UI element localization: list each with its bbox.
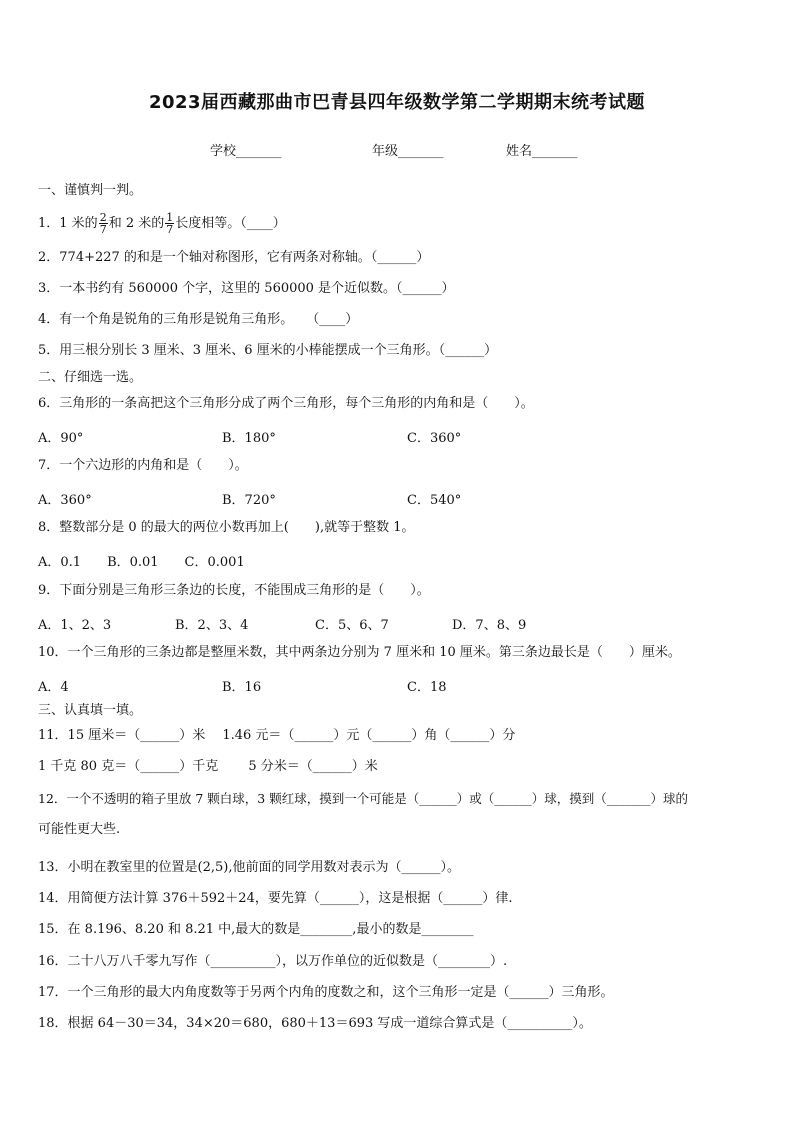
question-18: 18．根据 64－30＝34，34×20＝680，680＋13＝693 写成一道综合算式是（__________）。 [38,1016,592,1031]
fraction-2-7 [99,212,108,235]
q7-option-b: B．720° [222,493,276,508]
question-16: 16．二十八万八千零九写作（__________），以万作单位的近似数是（________）. [38,954,508,969]
q7-option-c: C．540° [407,493,462,508]
question-13: 13．小明在教室里的位置是(2,5),他前面的同学用数对表示为（______）。 [38,860,460,875]
q1-post: 长度相等。（____） [175,216,286,231]
fraction-denominator: 7 [99,223,107,236]
q9-option-d: D．7、8、9 [452,618,527,633]
question-7: 7．一个六边形的内角和是（ ）。 [38,458,248,473]
q6-option-c: C．360° [407,431,462,446]
question-10: 10．一个三角形的三条边都是整厘米数，其中两条边分别为 7 厘米和 10 厘米。第三条边最长是（ ）厘米。 [38,645,681,660]
q8-options: A．0.1 B．0.01 C．0.001 [38,555,245,570]
section-heading-judge: 一、谨慎判一判。 [38,183,143,198]
question-12-line2: 可能性更大些. [38,822,121,837]
q9-option-c: C．5、6、7 [315,618,389,633]
question-9: 9．下面分别是三角形三条边的长度，不能围成三角形的是（ ）。 [38,583,430,598]
q9-option-a: A．1、2、3 [38,618,112,633]
q1-pre: 1．1 米的 [38,216,98,231]
question-4: 4．有一个角是锐角的三角形是锐角三角形。 （____） [38,312,359,327]
question-12-line1: 12．一个不透明的箱子里放 7 颗白球，3 颗红球，摸到一个可能是（______）或（______）球，摸到（_______）球的 [38,791,688,806]
q10-option-c: C．18 [407,680,447,695]
fraction-denominator: 7 [166,223,174,236]
q7-option-a: A．360° [38,493,92,508]
fraction-1-7 [165,212,174,235]
question-17: 17．一个三角形的最大内角度数等于另两个内角的度数之和，这个三角形一定是（______）三角形。 [38,985,614,1000]
page-title: 2023届西藏那曲市巴青县四年级数学第二学期期末统考试题 [148,92,646,113]
question-6: 6．三角形的一条高把这个三角形分成了两个三角形，每个三角形的内角和是（ ）。 [38,396,534,411]
name-field: 姓名_______ [506,144,578,159]
question-8: 8．整数部分是 0 的最大的两位小数再加上( ),就等于整数 1。 [38,520,415,535]
q10-option-a: A．4 [38,680,69,695]
q10-option-b: B．16 [222,680,262,695]
fraction-numerator: 2 [99,211,107,224]
question-11-line1: 11．15 厘米＝（______）米 1.46 元＝（______）元（______）角（______）分 [38,728,516,743]
question-2: 2．774+227 的和是一个轴对称图形，它有两条对称轴。（______） [38,250,430,265]
question-14: 14．用简便方法计算 376＋592＋24，要先算（______），这是根据（______）律. [38,891,513,906]
q9-option-b: B．2、3、4 [175,618,249,633]
q6-option-a: A．90° [38,431,84,446]
question-15: 15．在 8.196、8.20 和 8.21 中,最大的数是________,最小的数是________ [38,922,474,937]
question-1 [38,212,286,235]
school-field: 学校_______ [210,144,282,159]
grade-field: 年级_______ [372,144,444,159]
section-heading-fill: 三、认真填一填。 [38,703,143,718]
question-3: 3．一本书约有 560000 个字，这里的 560000 是个近似数。（______） [38,281,455,296]
q1-mid: 和 2 米的 [108,216,165,231]
fraction-numerator: 1 [166,211,174,224]
question-5: 5．用三根分别长 3 厘米、3 厘米、6 厘米的小棒能摆成一个三角形。（______） [38,343,498,358]
question-11-line2: 1 千克 80 克＝（______）千克 5 分米＝（______）米 [38,759,378,774]
section-heading-choose: 二、仔细选一选。 [38,370,143,385]
q6-option-b: B．180° [222,431,276,446]
